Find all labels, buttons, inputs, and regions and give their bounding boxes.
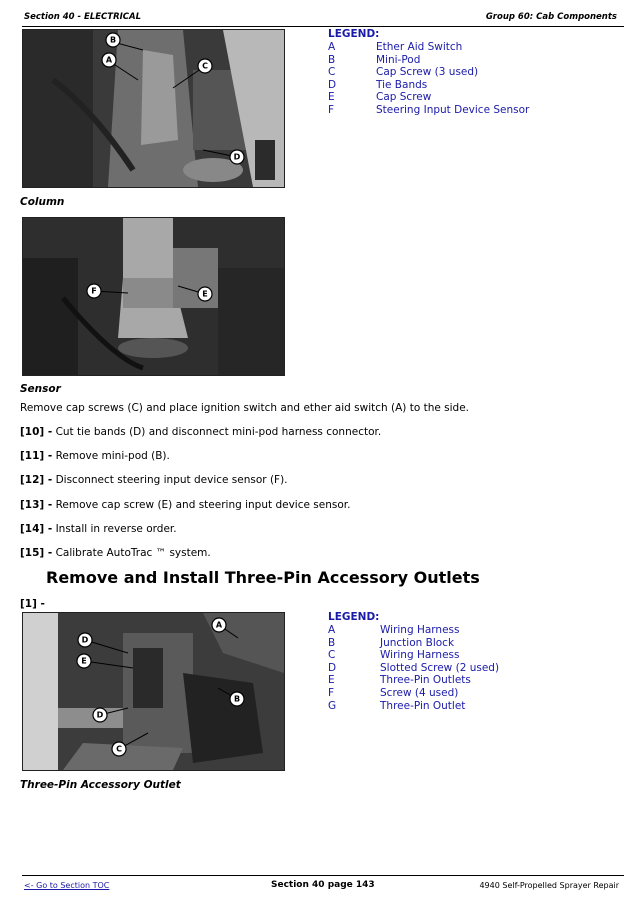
step-intro: Remove cap screws (C) and place ignition switch and ether aid switch (A) to the side. (20, 402, 470, 414)
manual-title: 4940 Self-Propelled Sprayer Repair (479, 881, 619, 890)
callout-a: A (215, 620, 223, 630)
legend-item: F Steering Input Device Sensor (328, 103, 530, 116)
legend-item: C Cap Screw (3 used) (328, 66, 479, 79)
column-photo (22, 29, 285, 188)
legend-item: C Wiring Harness (328, 649, 460, 662)
section-toc-link[interactable]: <- Go to Section TOC (24, 881, 110, 890)
callout-b: B (109, 35, 117, 45)
step-13: [13] - Remove cap screw (E) and steering input device sensor. (20, 499, 351, 511)
header-group: Group 60: Cab Components (485, 12, 617, 22)
header-section: Section 40 - ELECTRICAL (24, 12, 142, 22)
footer-divider (22, 875, 624, 876)
section-heading: Remove and Install Three-Pin Accessory Outlets (46, 568, 480, 587)
page-number: Section 40 page 143 (271, 880, 375, 890)
legend-title: LEGEND: (328, 611, 380, 623)
callout-d-lower: D (96, 710, 104, 720)
step-14: [14] - Install in reverse order. (20, 523, 177, 535)
legend-item: E Cap Screw (328, 91, 432, 104)
step-1-label: [1] - (20, 598, 45, 610)
legend-item: F Screw (4 used) (328, 686, 459, 699)
legend-item: D Slotted Screw (2 used) (328, 661, 500, 674)
callout-e: E (202, 289, 208, 299)
step-12: [12] - Disconnect steering input device sensor (F). (20, 474, 288, 486)
legend-item: A Wiring Harness (328, 624, 460, 636)
callout-d: D (233, 152, 241, 162)
figure-caption-accessory-outlet: Three-Pin Accessory Outlet (20, 779, 181, 791)
callout-f: F (91, 286, 97, 296)
callout-a: A (105, 55, 113, 65)
legend-item: B Junction Block (328, 636, 455, 649)
figure-caption-sensor: Sensor (20, 383, 61, 395)
callout-e: E (81, 656, 87, 666)
legend-accessory-outlet (328, 611, 499, 712)
step-10: [10] - Cut tie bands (D) and disconnect mini-pod harness connector. (20, 426, 382, 438)
header-divider (22, 26, 624, 27)
accessory-outlet-photo (22, 612, 285, 771)
callout-c: C (202, 61, 208, 71)
legend-item: A Ether Aid Switch (328, 41, 463, 53)
legend-item: B Mini-Pod (328, 53, 421, 66)
sensor-photo (22, 217, 285, 376)
legend-column (328, 28, 529, 117)
legend-item: G Three-Pin Outlet (328, 699, 466, 712)
legend-item: D Tie Bands (328, 78, 428, 91)
legend-title: LEGEND: (328, 28, 380, 40)
legend-item: E Three-Pin Outlets (328, 674, 471, 687)
step-11: [11] - Remove mini-pod (B). (20, 450, 170, 462)
callout-d: D (81, 635, 89, 645)
callout-b: B (233, 694, 241, 704)
step-15: [15] - Calibrate AutoTrac ™ system. (20, 547, 211, 559)
callout-c: C (116, 744, 122, 754)
figure-caption-column: Column (20, 196, 65, 208)
